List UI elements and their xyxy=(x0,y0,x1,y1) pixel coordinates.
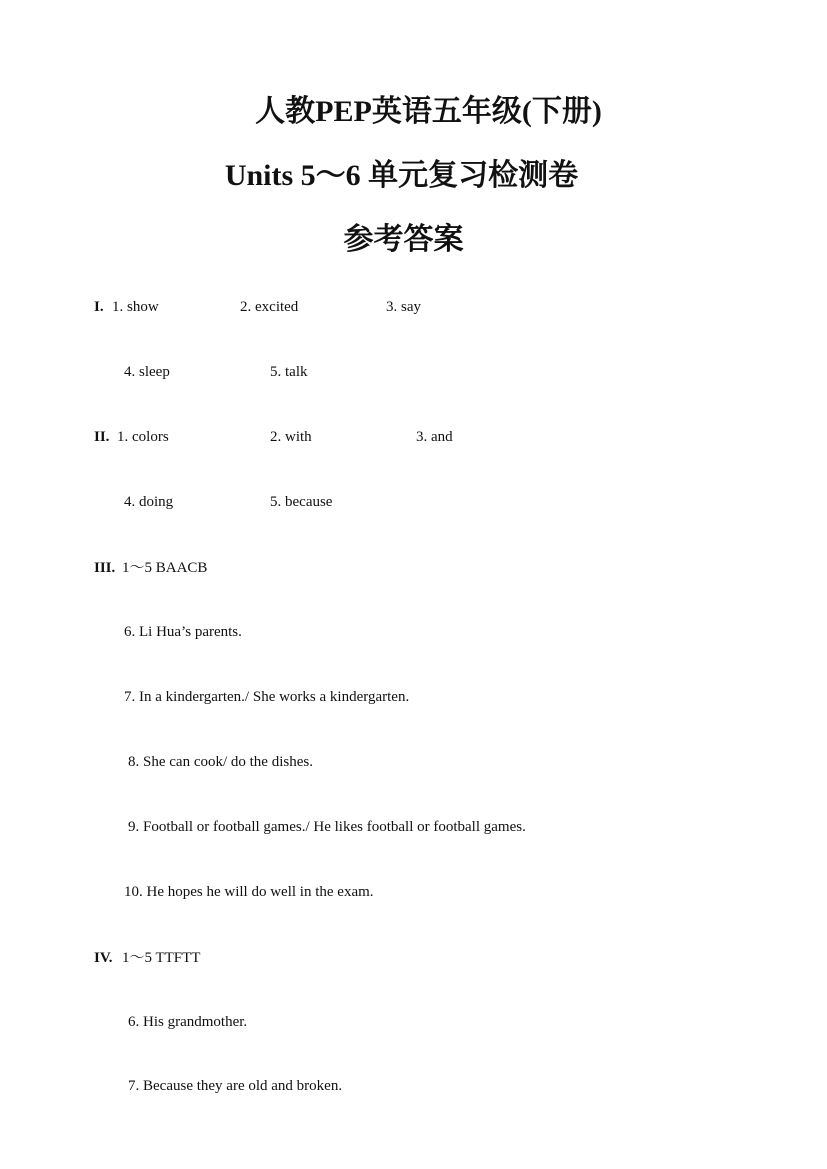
page-subtitle: Units 5～6 单元复习检测卷 xyxy=(224,159,579,192)
answer-item: 1～5 BAACB xyxy=(122,560,208,576)
answer-item: 7. In a kindergarten./ She works a kindergarten. xyxy=(124,689,410,705)
answer-key-heading: 参考答案 xyxy=(343,223,464,256)
section-4-label: IV. xyxy=(94,950,113,966)
answer-item: 1～5 TTFTT xyxy=(122,950,201,966)
answer-item: 3. and xyxy=(416,429,453,445)
answer-item: 7. Because they are old and broken. xyxy=(128,1078,343,1094)
section-1-label: I. xyxy=(94,299,104,315)
answer-item: 3. say xyxy=(386,299,421,315)
answer-item: 1. show xyxy=(112,299,159,315)
section-2-label: II. xyxy=(94,429,110,445)
section-3-label: III. xyxy=(94,560,116,576)
answer-item: 8. She can cook/ do the dishes. xyxy=(128,754,313,770)
answer-item: 6. Li Hua’s parents. xyxy=(124,624,242,640)
answer-item: 10. He hopes he will do well in the exam. xyxy=(124,884,374,900)
answer-item: 2. with xyxy=(270,429,312,445)
answer-item: 4. doing xyxy=(124,494,174,510)
answer-item: 9. Football or football games./ He likes football or football games. xyxy=(128,819,526,835)
answer-item: 1. colors xyxy=(117,429,169,445)
answer-item: 6. His grandmother. xyxy=(128,1014,248,1030)
answer-item: 5. because xyxy=(270,494,333,510)
page-title: 人教PEP英语五年级(下册) xyxy=(255,95,602,128)
answer-item: 5. talk xyxy=(270,364,308,380)
answer-item: 2. excited xyxy=(240,299,299,315)
answer-item: 4. sleep xyxy=(124,364,170,380)
